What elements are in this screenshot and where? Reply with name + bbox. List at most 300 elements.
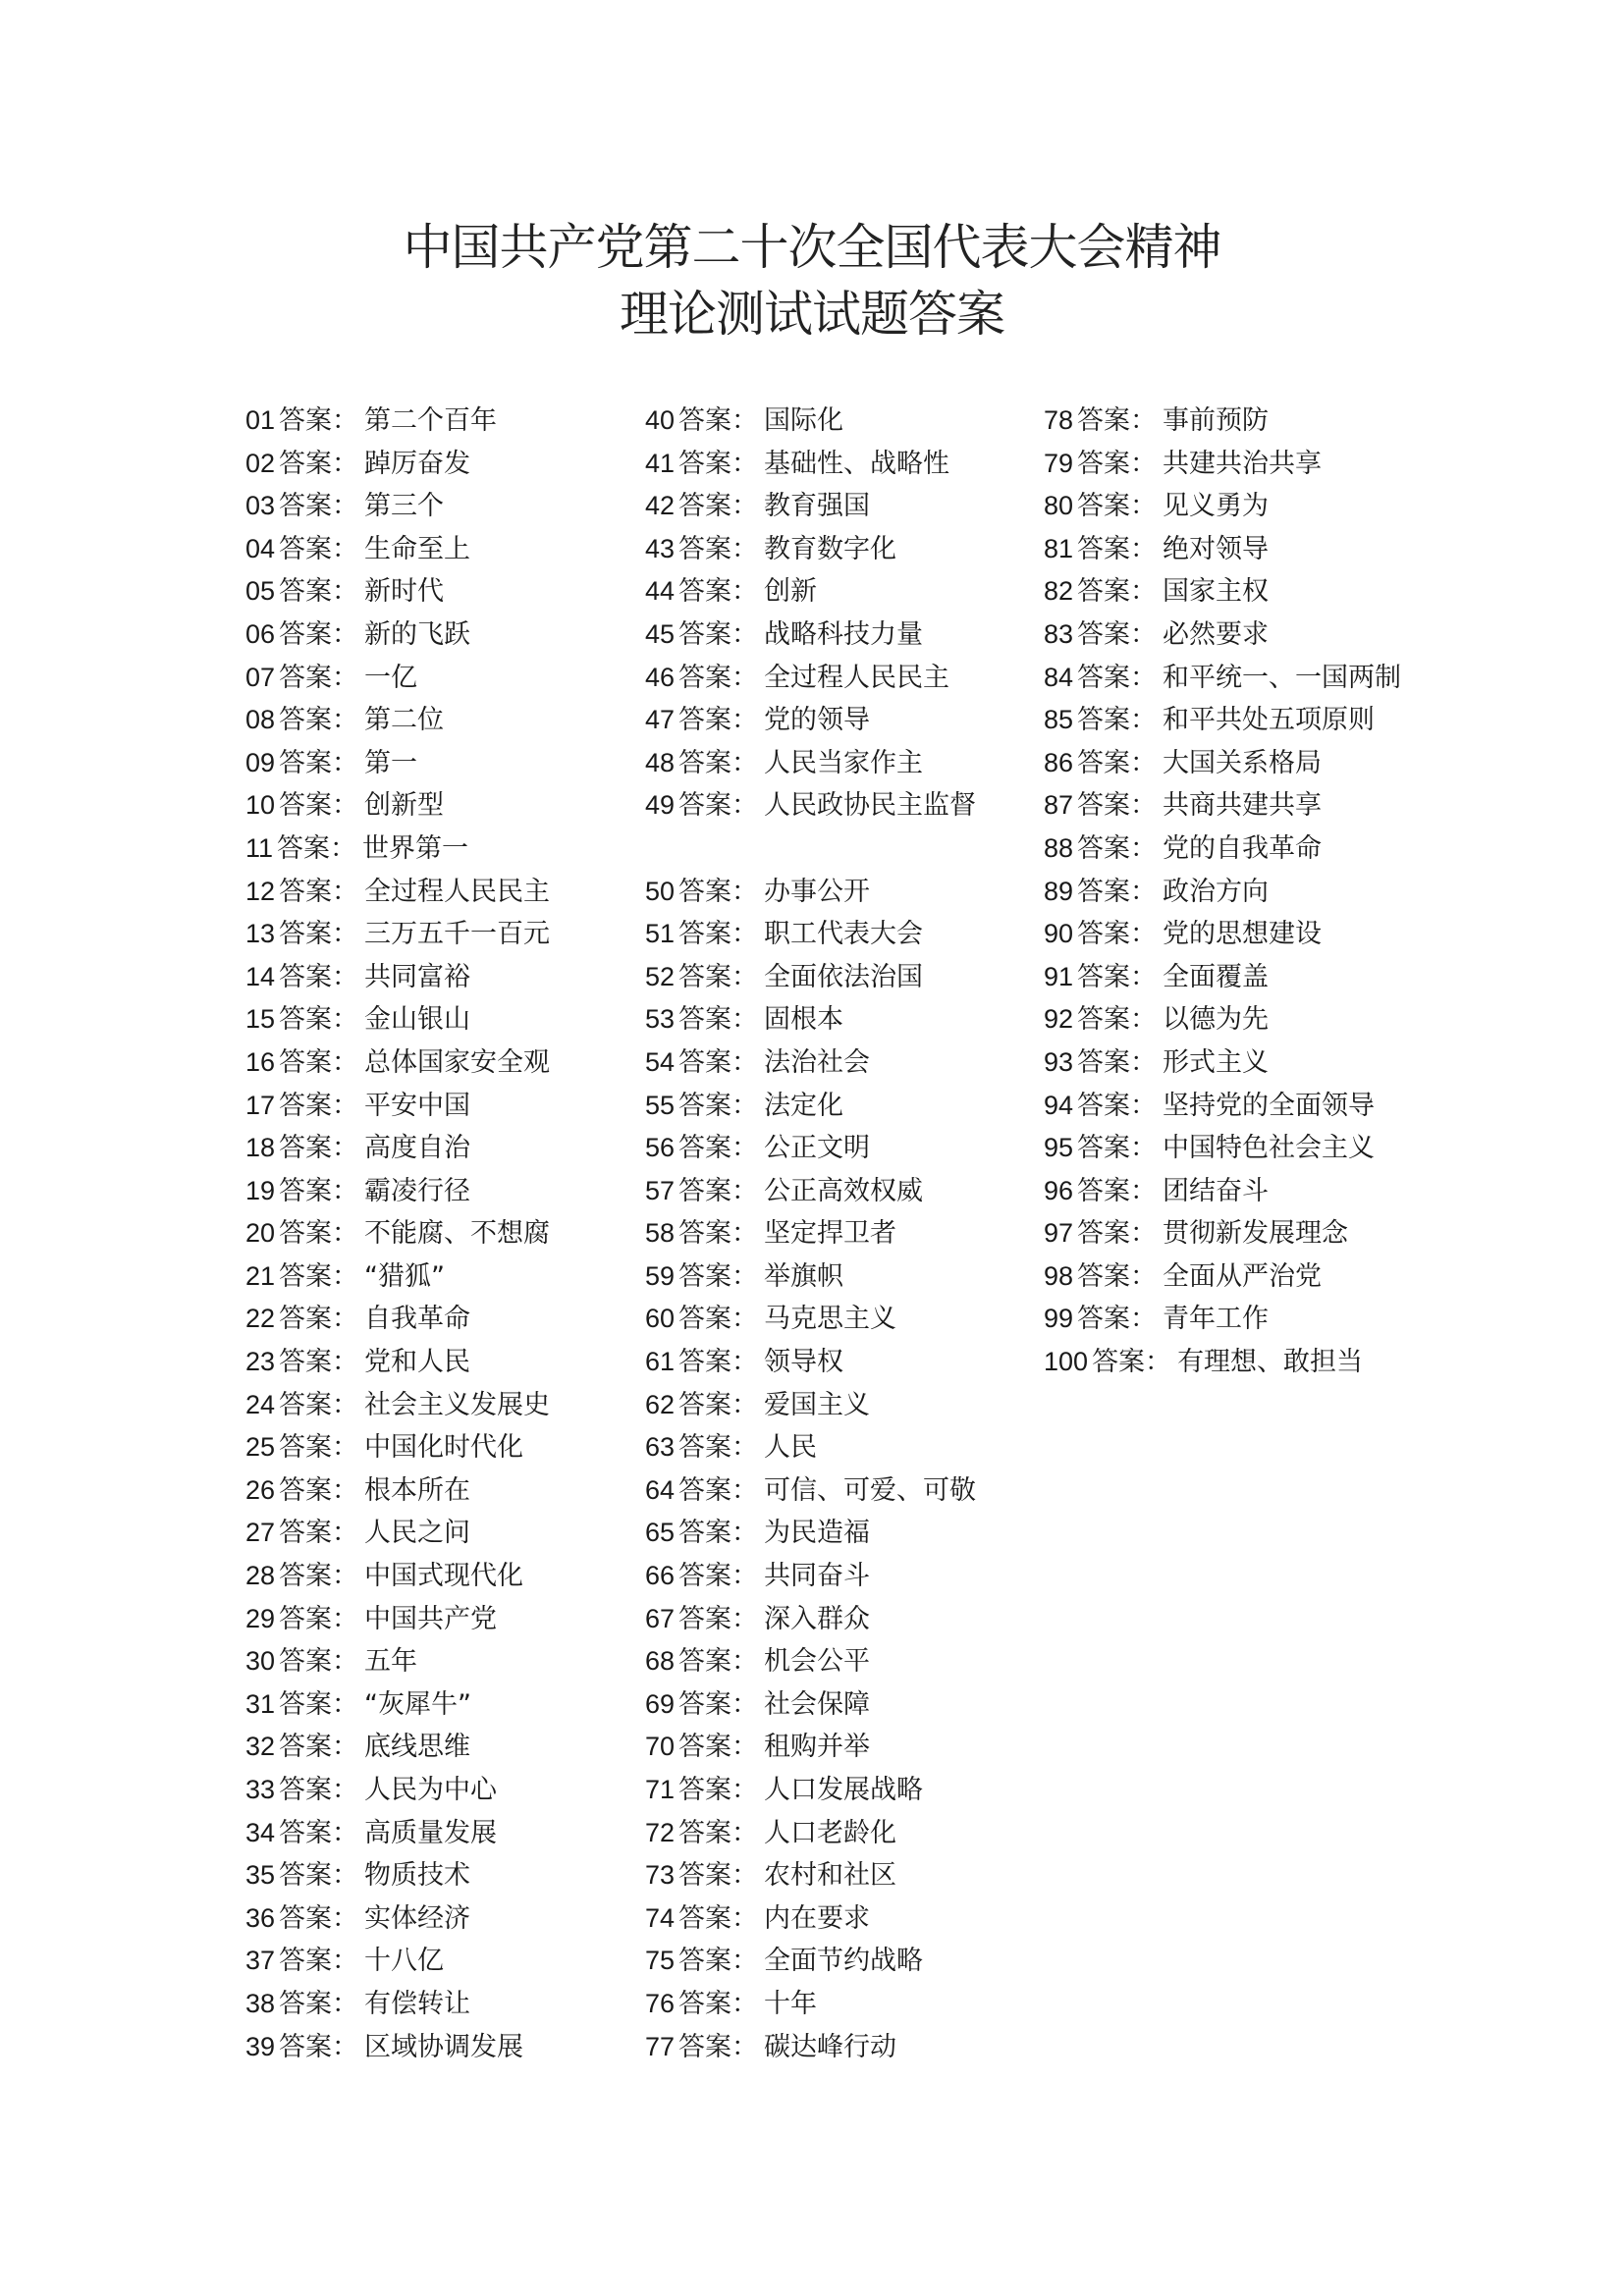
- question-number: 35: [245, 1860, 276, 1891]
- answer-text: 租购并举: [764, 1732, 871, 1763]
- question-number: 74: [645, 1902, 676, 1933]
- answer-item: [1044, 784, 1407, 828]
- answer-item: [245, 570, 550, 614]
- answer-item: [645, 1426, 976, 1469]
- answer-label: 答案：: [279, 1688, 359, 1720]
- answer-label: 答案：: [678, 1175, 759, 1206]
- question-number: 96: [1044, 1175, 1074, 1205]
- question-number: 06: [245, 618, 276, 649]
- answer-text: 高质量发展: [364, 1817, 498, 1848]
- answer-column-2: [645, 400, 976, 2068]
- answer-item: [245, 1298, 550, 1341]
- answer-label: 答案：: [678, 662, 759, 693]
- answer-item: [1044, 443, 1407, 486]
- answer-item: [645, 913, 976, 956]
- answer-text: 马克思主义: [764, 1304, 897, 1335]
- answer-text: 和平统一、一国两制: [1163, 662, 1402, 693]
- answer-item: [245, 1341, 550, 1384]
- answer-label: 答案：: [678, 961, 759, 992]
- answer-item: [645, 956, 976, 999]
- answer-label: 答案：: [1077, 919, 1158, 950]
- answer-label: 答案：: [279, 919, 359, 950]
- question-number: 12: [245, 876, 276, 906]
- answer-text: 内在要求: [764, 1902, 871, 1934]
- answer-label: 答案：: [678, 1902, 759, 1934]
- answer-text: 中国化时代化: [364, 1432, 524, 1464]
- answer-text: 平安中国: [364, 1090, 471, 1121]
- answer-text: 三万五千一百元: [364, 919, 551, 950]
- answer-text: 中国特色社会主义: [1163, 1133, 1376, 1164]
- answer-label: 答案：: [678, 1090, 759, 1121]
- answer-item: [645, 1854, 976, 1897]
- answer-text: 总体国家安全观: [364, 1046, 551, 1078]
- question-number: 75: [645, 1946, 676, 1976]
- answer-label: 答案：: [678, 576, 759, 608]
- question-number: 47: [645, 705, 676, 735]
- answer-label: 答案：: [1077, 533, 1158, 564]
- answer-item: [245, 1812, 550, 1855]
- answer-label: 答案：: [279, 961, 359, 992]
- answer-item: [645, 871, 976, 914]
- question-number: 16: [245, 1046, 276, 1077]
- question-number: 51: [645, 919, 676, 949]
- answer-column-3: [1044, 400, 1407, 1384]
- answer-item: [1044, 1298, 1407, 1341]
- question-number: 01: [245, 405, 276, 435]
- answer-text: 青年工作: [1163, 1304, 1270, 1335]
- answer-text: 坚定捍卫者: [764, 1218, 897, 1250]
- answer-text: 世界第一: [362, 832, 469, 864]
- answer-text: 教育数字化: [764, 533, 897, 564]
- answer-label: 答案：: [279, 705, 359, 736]
- answer-label: 答案：: [678, 448, 759, 479]
- question-number: 11: [245, 832, 274, 863]
- question-number: 04: [245, 533, 276, 563]
- answer-text: 第二位: [364, 705, 445, 736]
- answer-label: 答案：: [1077, 790, 1158, 822]
- document-title-line-2: 理论测试试题答案: [620, 286, 1004, 343]
- answer-item: [245, 657, 550, 700]
- answer-text: 为民造福: [764, 1518, 871, 1549]
- answer-item: [645, 1683, 976, 1727]
- answer-text: 农村和社区: [764, 1860, 897, 1892]
- question-number: 84: [1044, 662, 1074, 692]
- question-number: 02: [245, 448, 276, 478]
- answer-column-1: [245, 400, 550, 2068]
- answer-item: [645, 784, 976, 828]
- answer-text: 人口发展战略: [764, 1775, 924, 1805]
- question-number: 41: [645, 448, 676, 478]
- answer-text: 第二个百年: [364, 405, 498, 436]
- answer-text: 举旗帜: [764, 1260, 844, 1292]
- answer-text: 全面依法治国: [764, 961, 924, 992]
- question-number: 68: [645, 1646, 676, 1677]
- answer-label: 答案：: [678, 919, 759, 950]
- question-number: 10: [245, 790, 276, 821]
- answer-text: 团结奋斗: [1163, 1175, 1270, 1206]
- answer-item: [1044, 400, 1407, 443]
- answer-label: 答案：: [1092, 1347, 1172, 1378]
- question-number: 99: [1044, 1304, 1074, 1334]
- question-number: 46: [645, 662, 676, 692]
- answer-item: [1044, 742, 1407, 785]
- answer-item: [245, 1555, 550, 1598]
- question-number: 45: [645, 618, 676, 649]
- answer-label: 答案：: [279, 405, 359, 436]
- answer-item: [245, 1640, 550, 1683]
- answer-item: [645, 1298, 976, 1341]
- answer-label: 答案：: [678, 1775, 759, 1805]
- answer-text: 可信、可爱、可敬: [764, 1474, 977, 1506]
- answer-label: 答案：: [678, 405, 759, 436]
- question-number: 17: [245, 1090, 276, 1120]
- answer-item: [245, 699, 550, 742]
- question-number: 61: [645, 1347, 676, 1377]
- question-number: 54: [645, 1046, 676, 1077]
- answer-label: 答案：: [279, 1432, 359, 1464]
- answer-label: 答案：: [279, 1646, 359, 1678]
- answer-text: 十年: [764, 1988, 818, 2019]
- answer-item: [645, 1127, 976, 1170]
- answer-label: 答案：: [1077, 1090, 1158, 1121]
- answer-item: [245, 528, 550, 571]
- question-number: 90: [1044, 919, 1074, 949]
- answer-text: 创新型: [364, 790, 445, 822]
- answer-text: 共建共治共享: [1163, 448, 1323, 479]
- answer-label: 答案：: [678, 1304, 759, 1335]
- answer-label: 答案：: [279, 1133, 359, 1164]
- answer-label: 答案：: [1077, 1304, 1158, 1335]
- answer-item: [645, 1598, 976, 1641]
- answer-label: 答案：: [279, 747, 359, 778]
- question-number: 05: [245, 576, 276, 607]
- answer-text: 深入群众: [764, 1603, 871, 1634]
- question-number: 72: [645, 1817, 676, 1847]
- question-number: 80: [1044, 491, 1074, 521]
- question-number: 24: [245, 1389, 276, 1419]
- answer-text: 自我革命: [364, 1304, 471, 1335]
- answer-label: 答案：: [279, 2031, 359, 2062]
- answer-label: 答案：: [279, 1988, 359, 2019]
- question-number: 34: [245, 1817, 276, 1847]
- answer-text: 不能腐、不想腐: [364, 1218, 551, 1250]
- answer-text: 公正高效权威: [764, 1175, 924, 1206]
- answer-text: 根本所在: [364, 1474, 471, 1506]
- answer-text: 机会公平: [764, 1646, 871, 1678]
- answer-text: 有偿转让: [364, 1988, 471, 2019]
- answer-label: 答案：: [279, 1260, 359, 1292]
- question-number: 77: [645, 2031, 676, 2061]
- answer-label: 答案：: [279, 533, 359, 564]
- question-number: 09: [245, 747, 276, 777]
- answer-label: 答案：: [279, 1347, 359, 1378]
- answer-label: 答案：: [1077, 705, 1158, 736]
- answer-item: [245, 614, 550, 657]
- answer-label: 答案：: [279, 618, 359, 650]
- answer-item: [645, 657, 976, 700]
- answer-item: [1044, 657, 1407, 700]
- answer-item: [245, 956, 550, 999]
- answer-label: 答案：: [678, 1046, 759, 1078]
- answer-item: [245, 742, 550, 785]
- answer-item: [245, 1041, 550, 1085]
- question-number: 38: [245, 1988, 276, 2018]
- answer-text: 实体经济: [364, 1902, 471, 1934]
- answer-label: 答案：: [678, 1518, 759, 1549]
- answer-label: 答案：: [279, 1860, 359, 1892]
- answer-text: 爱国主义: [764, 1389, 871, 1420]
- answer-text: 战略科技力量: [764, 618, 924, 650]
- answer-item: [245, 1255, 550, 1299]
- answer-label: 答案：: [279, 662, 359, 693]
- answer-label: 答案：: [678, 1732, 759, 1763]
- answer-item: [245, 1940, 550, 1983]
- answer-label: 答案：: [678, 1646, 759, 1678]
- answer-text: 公正文明: [764, 1133, 871, 1164]
- answer-label: 答案：: [1077, 832, 1158, 864]
- answer-item: [1044, 1085, 1407, 1128]
- answer-label: 答案：: [279, 1518, 359, 1549]
- answer-label: 答案：: [279, 1775, 359, 1805]
- answer-label: 答案：: [279, 1946, 359, 1977]
- answer-item: [645, 570, 976, 614]
- question-number: 14: [245, 961, 276, 991]
- answer-text: 全过程人民民主: [764, 662, 950, 693]
- answer-item: [245, 1085, 550, 1128]
- question-number: 91: [1044, 961, 1074, 991]
- answer-text: 新时代: [364, 576, 445, 608]
- answer-label: 答案：: [678, 1474, 759, 1506]
- answer-label: 答案：: [279, 1090, 359, 1121]
- answer-label: 答案：: [279, 1304, 359, 1335]
- answer-text: 形式主义: [1163, 1046, 1270, 1078]
- answer-text: 见义勇为: [1163, 491, 1270, 522]
- answer-label: 答案：: [1077, 405, 1158, 436]
- answer-item: [645, 1983, 976, 2026]
- answer-label: 答案：: [279, 1474, 359, 1506]
- answer-text: 以德为先: [1163, 1004, 1270, 1036]
- answer-item: [1044, 1127, 1407, 1170]
- answer-text: 区域协调发展: [364, 2031, 524, 2062]
- answer-text: 基础性、战略性: [764, 448, 950, 479]
- answer-text: 必然要求: [1163, 618, 1270, 650]
- question-number: 53: [645, 1004, 676, 1035]
- answer-text: 国际化: [764, 405, 844, 436]
- answer-item: [645, 485, 976, 528]
- answer-label: 答案：: [678, 1389, 759, 1420]
- answer-item: [645, 1726, 976, 1769]
- answer-item: [245, 1598, 550, 1641]
- question-number: 76: [645, 1988, 676, 2018]
- question-number: 79: [1044, 448, 1074, 478]
- question-number: 66: [645, 1561, 676, 1591]
- question-number: 40: [645, 405, 676, 435]
- answer-item: [245, 1384, 550, 1427]
- answer-item: [1044, 828, 1407, 871]
- answer-label: 答案：: [279, 491, 359, 522]
- answer-item: [645, 1812, 976, 1855]
- question-number: 25: [245, 1432, 276, 1463]
- question-number: 92: [1044, 1004, 1074, 1035]
- question-number: 30: [245, 1646, 276, 1677]
- answer-text: 新的飞跃: [364, 618, 471, 650]
- question-number: 59: [645, 1260, 676, 1291]
- question-number: 13: [245, 919, 276, 949]
- question-number: 57: [645, 1175, 676, 1205]
- answer-label: 答案：: [279, 1175, 359, 1206]
- answer-text: “灰犀牛”: [364, 1688, 472, 1720]
- answer-label: 答案：: [678, 1988, 759, 2019]
- answer-label: 答案：: [279, 448, 359, 479]
- question-number: 65: [645, 1518, 676, 1548]
- answer-item: [645, 1212, 976, 1255]
- question-number: 94: [1044, 1090, 1074, 1120]
- answer-text: 党和人民: [364, 1347, 471, 1378]
- question-number: 100: [1044, 1347, 1089, 1377]
- question-number: 31: [245, 1688, 276, 1719]
- answer-item: [1044, 1255, 1407, 1299]
- answer-item: [645, 1255, 976, 1299]
- answer-item: [245, 913, 550, 956]
- answer-item: [645, 1384, 976, 1427]
- blank-line: [645, 828, 976, 871]
- answer-text: 国家主权: [1163, 576, 1270, 608]
- answer-label: 答案：: [1077, 618, 1158, 650]
- answer-text: 贯彻新发展理念: [1163, 1218, 1349, 1250]
- question-number: 43: [645, 533, 676, 563]
- answer-item: [245, 1854, 550, 1897]
- answer-text: 法定化: [764, 1090, 844, 1121]
- answer-text: 人民为中心: [364, 1775, 498, 1805]
- answer-label: 答案：: [1077, 1260, 1158, 1292]
- answer-text: 人民政协民主监督: [764, 790, 977, 822]
- question-number: 82: [1044, 576, 1074, 607]
- answer-item: [245, 2026, 550, 2069]
- question-number: 27: [245, 1518, 276, 1548]
- answer-text: 全面覆盖: [1163, 961, 1270, 992]
- answer-item: [1044, 699, 1407, 742]
- answer-label: 答案：: [279, 1561, 359, 1592]
- question-number: 83: [1044, 618, 1074, 649]
- answer-text: 全面节约战略: [764, 1946, 924, 1977]
- answer-text: 共商共建共享: [1163, 790, 1323, 822]
- question-number: 49: [645, 790, 676, 821]
- question-number: 29: [245, 1603, 276, 1633]
- question-number: 48: [645, 747, 676, 777]
- question-number: 88: [1044, 832, 1074, 863]
- question-number: 39: [245, 2031, 276, 2061]
- question-number: 85: [1044, 705, 1074, 735]
- question-number: 44: [645, 576, 676, 607]
- answer-label: 答案：: [678, 1432, 759, 1464]
- answer-item: [645, 1341, 976, 1384]
- answer-label: 答案：: [279, 1004, 359, 1036]
- answer-item: [1044, 614, 1407, 657]
- answer-item: [245, 1127, 550, 1170]
- question-number: 60: [645, 1304, 676, 1334]
- answer-text: 人口老龄化: [764, 1817, 897, 1848]
- answer-item: [1044, 913, 1407, 956]
- answer-item: [645, 443, 976, 486]
- answer-item: [245, 871, 550, 914]
- answer-item: [1044, 1041, 1407, 1085]
- answer-text: 社会主义发展史: [364, 1389, 551, 1420]
- answer-item: [245, 1212, 550, 1255]
- answer-label: 答案：: [1077, 1133, 1158, 1164]
- question-number: 58: [645, 1218, 676, 1249]
- answer-item: [245, 485, 550, 528]
- answer-text: 踔厉奋发: [364, 448, 471, 479]
- answer-text: 绝对领导: [1163, 533, 1270, 564]
- question-number: 55: [645, 1090, 676, 1120]
- answer-item: [645, 614, 976, 657]
- question-number: 64: [645, 1474, 676, 1505]
- answer-label: 答案：: [678, 1688, 759, 1720]
- question-number: 42: [645, 491, 676, 521]
- answer-label: 答案：: [678, 1603, 759, 1634]
- answer-item: [1044, 1341, 1407, 1384]
- question-number: 22: [245, 1304, 276, 1334]
- answer-item: [245, 1426, 550, 1469]
- question-number: 36: [245, 1902, 276, 1933]
- question-number: 86: [1044, 747, 1074, 777]
- answer-text: 霸凌行径: [364, 1175, 471, 1206]
- question-number: 33: [245, 1775, 276, 1804]
- answer-text: 办事公开: [764, 876, 871, 907]
- answer-label: 答案：: [1077, 576, 1158, 608]
- answer-text: 底线思维: [364, 1732, 471, 1763]
- answer-item: [1044, 570, 1407, 614]
- answer-item: [645, 1897, 976, 1941]
- answer-text: 中国共产党: [364, 1603, 498, 1634]
- answer-item: [645, 1469, 976, 1513]
- answer-label: 答案：: [279, 1817, 359, 1848]
- question-number: 50: [645, 876, 676, 906]
- answer-text: 党的自我革命: [1163, 832, 1323, 864]
- answer-item: [245, 1983, 550, 2026]
- answer-label: 答案：: [678, 1004, 759, 1036]
- answer-text: 创新: [764, 576, 818, 608]
- answer-item: [245, 1512, 550, 1555]
- answer-text: 金山银山: [364, 1004, 471, 1036]
- answer-text: 有理想、敢担当: [1177, 1347, 1364, 1378]
- answer-text: 坚持党的全面领导: [1163, 1090, 1376, 1121]
- answer-item: [645, 1940, 976, 1983]
- answer-label: 答案：: [277, 832, 357, 864]
- answer-label: 答案：: [678, 1347, 759, 1378]
- answer-text: 事前预防: [1163, 405, 1270, 436]
- answer-item: [645, 1512, 976, 1555]
- answer-item: [645, 528, 976, 571]
- question-number: 56: [645, 1133, 676, 1163]
- answer-label: 答案：: [678, 1133, 759, 1164]
- answer-item: [1044, 528, 1407, 571]
- answer-text: 政治方向: [1163, 876, 1270, 907]
- question-number: 18: [245, 1133, 276, 1163]
- answer-label: 答案：: [279, 1046, 359, 1078]
- answer-item: [245, 828, 550, 871]
- answer-item: [1044, 1170, 1407, 1213]
- question-number: 32: [245, 1732, 276, 1762]
- answer-text: 共同奋斗: [764, 1561, 871, 1592]
- answer-label: 答案：: [678, 533, 759, 564]
- question-number: 03: [245, 491, 276, 521]
- answer-label: 答案：: [678, 2031, 759, 2062]
- question-number: 73: [645, 1860, 676, 1891]
- question-number: 69: [645, 1688, 676, 1719]
- answer-label: 答案：: [279, 576, 359, 608]
- answer-label: 答案：: [678, 705, 759, 736]
